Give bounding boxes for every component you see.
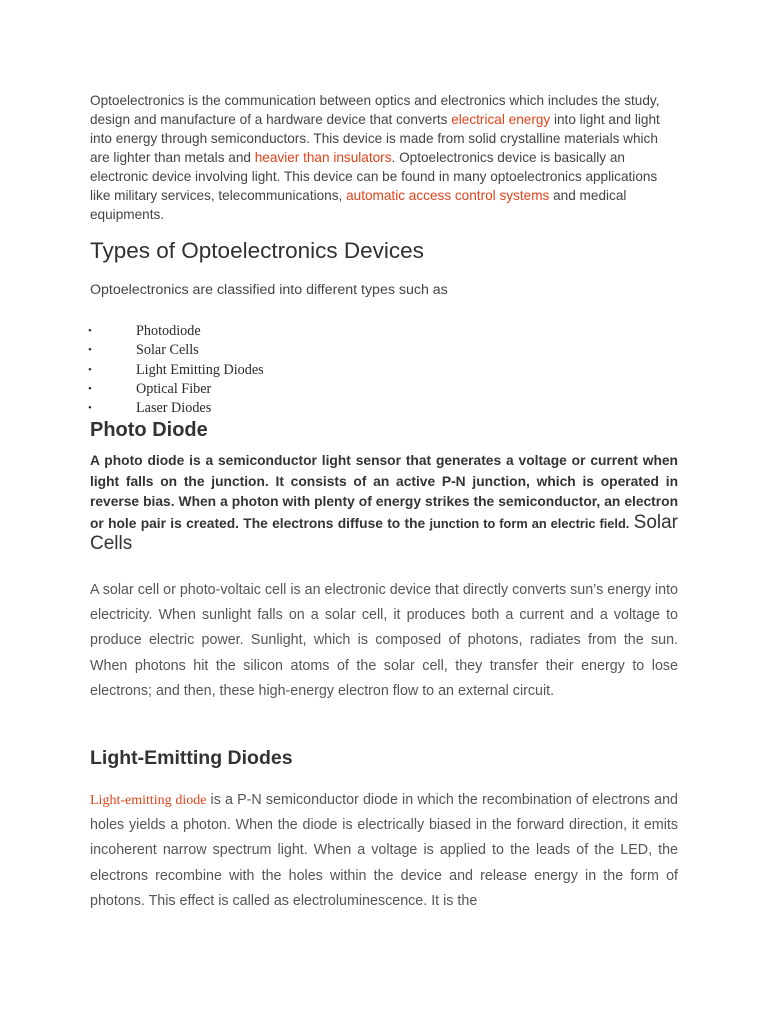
bullet-icon: •	[88, 325, 92, 337]
list-item-label: Solar Cells	[136, 342, 199, 359]
list-item-label: Optical Fiber	[136, 380, 212, 397]
list-item	[90, 361, 264, 380]
photo-diode-body-end: junction to form an electric field.	[429, 515, 630, 531]
list-item	[90, 322, 264, 341]
intro-text-3: . Optoelectronics device is basically an electronic device involving light. This device can be found in many optoelectronics applications like military services, telecommunications,	[90, 150, 658, 203]
led-body: is a P-N semiconductor diode in which the recombination of electrons and holes yields a photon. When the diode is electrically biased in the forward direction, it emits incoherent narrow spectrum light. When a voltage is applied to the leads of the LED, the electrons recombine with the holes within the device and release energy in the form of photons. This effect is called as electroluminescence. It is the	[90, 792, 678, 909]
photo-diode-heading: Photo Diode	[90, 419, 208, 441]
led-heading: Light-Emitting Diodes	[90, 747, 293, 769]
list-item	[90, 380, 264, 399]
solar-cells-paragraph: A solar cell or photo-voltaic cell is an electronic device that directly converts sun’s energy into electricity. When sunlight falls on a solar cell, it produces both a current and a voltage to produce electric power. Sunlight, which is composed of photons, radiates from the sun. When photons hit the silicon atoms of the solar cell, they transfer their energy to lose electrons; and then, these high-energy electron flow to an external circuit.	[90, 582, 678, 699]
types-heading: Types of Optoelectronics Devices	[90, 238, 424, 263]
bullet-icon: •	[88, 382, 92, 395]
led-paragraph	[90, 788, 678, 914]
types-lead-text: Optoelectronics are classified into different types such as	[90, 282, 448, 298]
bullet-icon: •	[88, 402, 92, 415]
bullet-icon: •	[88, 344, 92, 357]
list-item	[90, 341, 264, 360]
solar-cells-heading: Solar Cells	[90, 511, 678, 555]
photo-diode-body: A photo diode is a semiconductor light sensor that generates a voltage or current when light falls on the junction. It consists of an active P-N junction, which is operated in reverse bias. When a photon with plenty of energy strikes the semiconductor, an electron or hole pair is created. The electrons diffuse to the	[90, 453, 678, 531]
device-type-list	[90, 322, 264, 418]
electrical-energy-link[interactable]: electrical energy	[451, 112, 551, 127]
intro-text-1: Optoelectronics is the communication between optics and electronics which includes the study, design and manufacture of a hardware device that converts	[90, 93, 660, 127]
intro-text-4: and medical equipments.	[90, 188, 627, 222]
list-item-label: Photodiode	[136, 323, 201, 339]
light-emitting-diode-link[interactable]: Light-emitting diode	[90, 793, 207, 808]
intro-paragraph	[90, 91, 678, 224]
photo-diode-paragraph	[90, 451, 678, 556]
list-item-label: Laser Diodes	[136, 400, 212, 417]
bullet-icon: •	[88, 363, 92, 376]
heavier-than-insulators-link[interactable]: heavier than insulators	[254, 150, 392, 165]
intro-text-2: into light and light into energy through semiconductors. This device is made from solid crystalline materials which are lighter than metals and	[90, 112, 660, 165]
access-control-systems-link[interactable]: automatic access control systems	[346, 188, 550, 203]
list-item-label: Light Emitting Diodes	[136, 361, 264, 378]
